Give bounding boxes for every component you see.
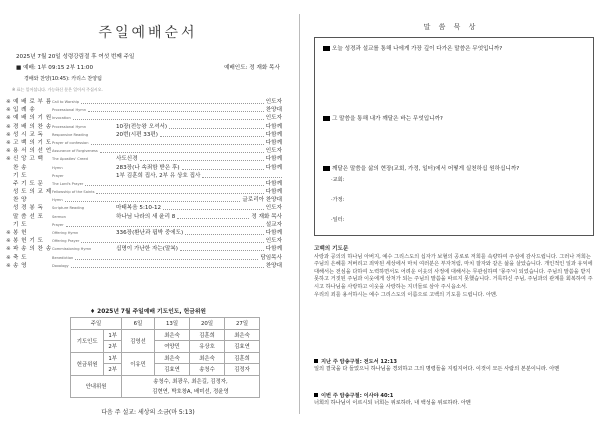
worship-order-item <box>6 139 282 147</box>
order-label: 고 백 의 기 도 <box>13 139 52 146</box>
leader-dots <box>73 119 264 120</box>
worship-order-item <box>6 180 282 188</box>
question-3 <box>323 164 519 172</box>
roster-title: ♦ 2025년 7월 주일예배 기도인도, 헌금위원 <box>89 309 207 315</box>
order-label: 예 배 로 부 름 <box>13 99 52 105</box>
answer-home: ·가정: <box>331 197 345 203</box>
page-title: 주일예배순서 <box>98 25 198 41</box>
worship-order-item <box>6 106 282 114</box>
roster-cell: 1부 <box>104 329 122 341</box>
leader-dots <box>66 226 264 227</box>
table-row <box>71 329 260 341</box>
leader-dots <box>81 242 264 243</box>
order-label: 찬 송 <box>13 164 28 171</box>
order-mark: ※ <box>6 230 11 236</box>
roster-table <box>70 317 260 398</box>
order-english: Scripture Reading <box>52 206 85 211</box>
service-times: ■ 예배: 1부 09:15 2부 11:00 <box>16 65 94 71</box>
roster-cell: 2부 <box>104 364 122 376</box>
roster-cell: 김정자 <box>225 364 260 376</box>
order-leader: 다함께 <box>265 246 282 253</box>
verse-text: 일의 결국을 다 들었으니 하나님을 경외하고 그의 명령들을 지킬지어다. 이것이 모든 사람의 본분이니라. 아멘 <box>314 365 560 372</box>
checkbox-icon <box>323 166 330 171</box>
roster-cell: 헌금위원 <box>71 352 104 375</box>
roster-cell: 이유민 <box>122 352 155 375</box>
order-english: Responsive Reading <box>52 132 89 137</box>
order-english: The Apostles' Creed <box>52 157 88 162</box>
roster-header-cell: 27일 <box>225 318 260 330</box>
answer-work: ·일터: <box>331 217 345 223</box>
roster-cell: 유상호 <box>190 341 225 353</box>
order-label: 축 도 <box>13 254 28 261</box>
leader-dots <box>140 160 264 161</box>
order-content: 336장(환난과 핍박 중에도) <box>116 230 184 236</box>
worship-order-item <box>6 196 282 204</box>
roster-cell: 최은숙 <box>155 352 190 364</box>
leader-dots <box>71 267 264 268</box>
order-leader: 다함께 <box>265 189 282 196</box>
roster-cell: 송청수 <box>190 364 225 376</box>
worship-order-item <box>6 237 282 245</box>
bullet-icon <box>314 359 318 363</box>
order-english: Processional Hymn <box>52 124 87 129</box>
order-mark: ※ <box>6 148 11 155</box>
order-leader: 담임목사 <box>260 254 282 261</box>
worship-order-item <box>6 114 282 122</box>
order-leader: 인도자 <box>265 238 282 245</box>
roster-cell: 김효연 <box>155 364 190 376</box>
worship-order-item <box>6 164 282 172</box>
roster-cell: 안내위원 <box>71 375 122 397</box>
order-leader: 다함께 <box>265 139 282 146</box>
answer-church: ·교회: <box>331 177 345 183</box>
order-english: Processional Hymn <box>52 108 87 113</box>
checkbox-icon <box>323 116 330 121</box>
order-leader: 다함께 <box>265 164 282 171</box>
order-mark: ※ <box>6 107 11 114</box>
order-label: 송 영 <box>13 262 28 269</box>
order-english: Doxology <box>52 263 69 268</box>
worship-order-item <box>6 98 282 106</box>
roster-cell: 2부 <box>104 341 122 353</box>
order-content: 10장(전능왕 오셔서) <box>116 123 168 130</box>
order-english: Commissioning Hymn <box>52 247 92 252</box>
order-mark: ※ <box>6 238 11 245</box>
order-leader: 다함께 <box>265 131 282 138</box>
question-text: 그 말씀을 통해 내가 깨달은 바는 무엇입니까? <box>332 116 443 122</box>
roster-cell: 김훈희 <box>225 352 260 364</box>
order-mark: ※ <box>6 156 11 163</box>
order-english: Offering Prayer <box>52 239 80 244</box>
worship-order-item <box>6 172 282 180</box>
leader-dots <box>91 144 264 145</box>
order-label: 신 앙 고 백 <box>13 156 44 163</box>
roster-cell: 기도인도 <box>71 329 104 352</box>
leader-dots <box>202 177 282 178</box>
leader-dots <box>75 259 258 260</box>
confession-body: 사랑과 공의의 하나님 아버지, 예수 그리스도의 십자가 보혈의 공로로 저희를 속량하여 주심에 감사드립니다. 그러나 저희는 주님의 은혜를 저버리고 죄악된 세상에서 마치 여러분은 부자처럼, 마치 잘자와 같은 삶을 살았습니다. 개인적인 일과 유익에 대해서는 전심을 다하여 노력하면서도 어려운 이웃의 사정에 대해서는 무관심하며 '몽주'이 되었습니다. 주님의 말씀을 받지 못하고 거짓된 주님과 이웃에게 상처가 되는 주님의 말씀을 따르지 못했습니다. 거룩하신 주님, 주님과의 관계를 회복하여 주시고 하나님을 사랑하고 이웃을 사랑하는 지녀들로 삼아 주시옵소서. <box>314 253 593 290</box>
leader-dots <box>177 218 249 219</box>
order-leader: 인도자 <box>265 115 282 122</box>
order-english: Call to Worship <box>52 100 80 104</box>
leader-dots <box>169 128 264 129</box>
order-label: 성 도 의 교 제 <box>13 189 52 196</box>
order-content: 마태복음 5:10-12 <box>116 205 162 212</box>
order-mark: ※ <box>6 262 11 269</box>
worship-order-item <box>6 229 282 237</box>
confession-closing: 우리의 죄를 용서하시는 예수 그리스도의 이름으로 고백의 기도를 드립니다. 아멘. <box>314 291 498 298</box>
worship-order-item <box>6 188 282 196</box>
order-leader: 정 재화 목사 <box>251 213 282 220</box>
order-label: 경 배 의 찬 송 <box>13 123 52 130</box>
order-mark: ※ <box>6 254 11 261</box>
roster-cell: 김영선 <box>122 329 155 352</box>
meditation-box <box>314 37 594 236</box>
order-leader: 다함께 <box>265 123 282 130</box>
question-2 <box>323 114 443 122</box>
order-label: 성 경 봉 독 <box>13 205 44 212</box>
order-leader: 인도자 <box>265 99 282 105</box>
worship-order-item <box>6 204 282 212</box>
leader-dots <box>100 152 264 153</box>
worship-order-item <box>6 262 282 270</box>
meditation-column <box>306 4 596 420</box>
order-leader: 인도자 <box>265 148 282 155</box>
order-label: 찬 양 <box>13 197 28 204</box>
order-label: 주 기 도 문 <box>13 180 44 187</box>
table-row <box>71 375 260 386</box>
order-leader: 글로리아 찬양대 <box>242 197 282 204</box>
order-content: 283장(나 속죄함 받은 후) <box>116 164 180 171</box>
roster-cell: 김현연, 박호창A, 배미선, 정윤영 <box>122 386 260 397</box>
order-english: Assurance of Forgiveness <box>52 149 98 154</box>
verse-text: 너희의 하나님이 이르시되 너희는 위로하라, 내 백성을 위로하라. 아멘 <box>314 399 471 406</box>
leader-dots <box>180 250 264 251</box>
verse-label: 이번 주 암송구절: 이사야 40:1 <box>321 393 394 399</box>
order-content: 십명이 가난한 자는(말복) <box>116 246 178 253</box>
order-content: 사도신경 <box>116 156 138 163</box>
roster-cell: 최은숙 <box>155 329 190 341</box>
leader-dots <box>85 185 264 186</box>
order-leader: 찬양대 <box>265 107 282 114</box>
order-english: Offering Hymn <box>52 231 79 235</box>
order-english: Prayer of confession <box>52 140 89 145</box>
worship-order-item <box>6 213 282 221</box>
leader-dots <box>88 111 264 112</box>
worship-order-item <box>6 131 282 139</box>
roster-cell: 여양민 <box>155 341 190 353</box>
leader-dots <box>160 136 264 137</box>
order-leader: 설교자 <box>265 221 282 228</box>
service-date: 2025년 7월 20일 성령강림절 후 여섯 번째 주일 <box>16 54 135 60</box>
worship-order-column <box>4 4 292 420</box>
roster-cell: 1부 <box>104 352 122 364</box>
order-label: 예 배 의 기 원 <box>13 115 52 122</box>
order-english: Prayer <box>52 222 64 227</box>
order-content: 하나님 나라의 새 윤리 8 <box>116 213 176 220</box>
order-english: The Lord's Prayer <box>52 181 84 186</box>
order-leader: 인도자 <box>265 205 282 212</box>
roster-header-row <box>71 318 260 330</box>
order-leader: 찬양대 <box>265 262 282 269</box>
standing-note: ※ 표는 일어섭니다. 가능하신 분은 일어서 주십시오. <box>12 87 103 92</box>
order-content: 20번(시편 33편) <box>116 131 158 138</box>
worship-order-item <box>6 245 282 253</box>
leader-dots <box>96 193 264 194</box>
roster-cell: 김효연 <box>225 341 260 353</box>
next-sermon: 다음 주 설교: 세상의 소금(마 5:13) <box>101 409 195 416</box>
order-english: Benediction <box>52 255 74 260</box>
order-english: Invocation <box>52 116 71 121</box>
roster-header-cell: 주일 <box>71 318 122 330</box>
roster-header-cell: 6일 <box>122 318 155 330</box>
question-text: 오늘 성경과 설교를 통해 나에게 가장 깊이 다가온 말씀은 무엇입니까? <box>332 46 503 52</box>
order-leader: 다함께 <box>265 156 282 163</box>
order-mark: ※ <box>6 115 11 122</box>
memory-verse-this <box>314 393 596 406</box>
order-english: Fellowship of the Saints <box>52 190 95 195</box>
worship-order-item <box>6 155 282 163</box>
checkbox-icon <box>323 46 330 51</box>
order-label: 입 례 송 <box>13 107 36 114</box>
order-content: 1부 김훈희 집사, 2부 유 상호 집사 <box>116 172 201 179</box>
order-leader: 다함께 <box>265 230 282 236</box>
order-mark: ※ <box>6 99 11 105</box>
confession-prayer <box>314 246 594 299</box>
order-mark: ※ <box>6 123 11 130</box>
order-mark: ※ <box>6 131 11 138</box>
verse-label: 지난 주 암송구절: 전도서 12:13 <box>321 359 397 365</box>
confession-heading: 고백의 기도문 <box>314 246 349 252</box>
leader-dots <box>65 201 240 202</box>
leader-dots <box>163 209 264 210</box>
roster-header-cell: 13일 <box>155 318 190 330</box>
worship-order-item <box>6 221 282 229</box>
order-english: Hymn <box>52 165 63 170</box>
worship-order-item <box>6 123 282 131</box>
memory-verse-last <box>314 359 596 372</box>
order-label: 용 서 의 선 언 <box>13 148 52 155</box>
worship-order-list <box>6 98 282 270</box>
order-label: 파 송 의 찬 송 <box>13 246 52 253</box>
worship-order-item <box>6 147 282 155</box>
praise-team: 경배와 찬양(10:45): 카리스 찬양팀 <box>24 76 102 82</box>
roster-cell: 송청수, 최광우, 최은길, 김정자, <box>122 375 260 386</box>
order-mark: ※ <box>6 246 11 253</box>
order-english: Hymn <box>52 198 63 203</box>
worship-leader: 예배인도: 정 재화 목사 <box>224 65 280 71</box>
roster-header-cell: 20일 <box>190 318 225 330</box>
leader-dots <box>182 169 264 170</box>
roster-cell: 최은숙 <box>225 329 260 341</box>
order-mark: ※ <box>6 139 11 146</box>
meditation-title: 말 씀 묵 상 <box>423 23 479 31</box>
order-leader: 다함께 <box>265 180 282 187</box>
question-text: 깨달은 말씀을 삶의 현장(교회, 가정, 일터)에서 어떻게 실천하십 원하십니까? <box>332 166 520 172</box>
leader-dots <box>81 103 264 104</box>
leader-dots <box>185 234 264 235</box>
bullet-icon <box>314 393 318 397</box>
order-label: 말 씀 선 포 <box>13 213 44 220</box>
roster-cell: 최은숙 <box>190 352 225 364</box>
order-label: 봉 헌 기 도 <box>13 238 44 245</box>
order-english: Sermon <box>52 214 66 219</box>
order-label: 기 도 <box>13 172 28 179</box>
table-row <box>71 352 260 364</box>
order-label: 성 시 교 독 <box>13 131 44 138</box>
worship-order-item <box>6 254 282 262</box>
order-label: 봉 헌 <box>13 230 28 236</box>
order-label: 기 도 <box>13 221 28 228</box>
order-english: Prayer <box>52 173 64 178</box>
roster-cell: 김훈희 <box>190 329 225 341</box>
column-divider <box>299 14 300 414</box>
question-1 <box>323 44 502 52</box>
